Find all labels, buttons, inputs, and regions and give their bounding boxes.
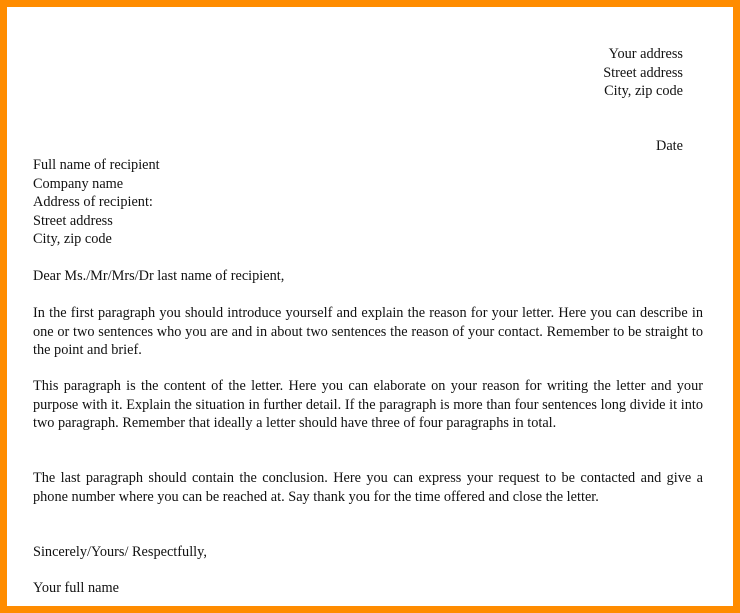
salutation: Dear Ms./Mr/Mrs/Dr last name of recipient, xyxy=(33,268,285,284)
recipient-address-label: Address of recipient: xyxy=(33,194,153,210)
sender-city-line: City, zip code xyxy=(604,83,683,99)
recipient-address-block xyxy=(33,156,160,249)
recipient-city-line: City, zip code xyxy=(33,231,112,247)
paragraph-body: This paragraph is the content of the letter. Here you can elaborate on your reason for writing the letter and your purpose with it. Explain the situation in further detail. If the paragraph is more than four sentences long divide it into two paragraph. Remember that ideally a letter should have three of four paragraphs in total. xyxy=(33,378,703,431)
signature-name: Your full name xyxy=(33,580,119,596)
recipient-company-line: Company name xyxy=(33,175,124,192)
recipient-street-line: Street address xyxy=(33,212,113,229)
letter-date: Date xyxy=(656,138,683,154)
sender-address-line: Your address xyxy=(608,46,683,62)
sender-street-line: Street address xyxy=(603,64,683,81)
paragraph-conclusion: The last paragraph should contain the conclusion. Here you can express your request to be contacted and give a phone number where you can be reached at. Say thank you for the time offered and close the letter. xyxy=(33,470,703,505)
closing-phrase: Sincerely/Yours/ Respectfully, xyxy=(33,544,207,560)
paragraph-intro: In the first paragraph you should introduce yourself and explain the reason for your letter. Here you can describe in one or two sentences who you are and in about two sentences the reason of your contact. Remember to be straight to the point and brief. xyxy=(33,305,703,358)
recipient-name-line: Full name of recipient xyxy=(33,157,160,173)
sender-address-block xyxy=(603,45,683,101)
